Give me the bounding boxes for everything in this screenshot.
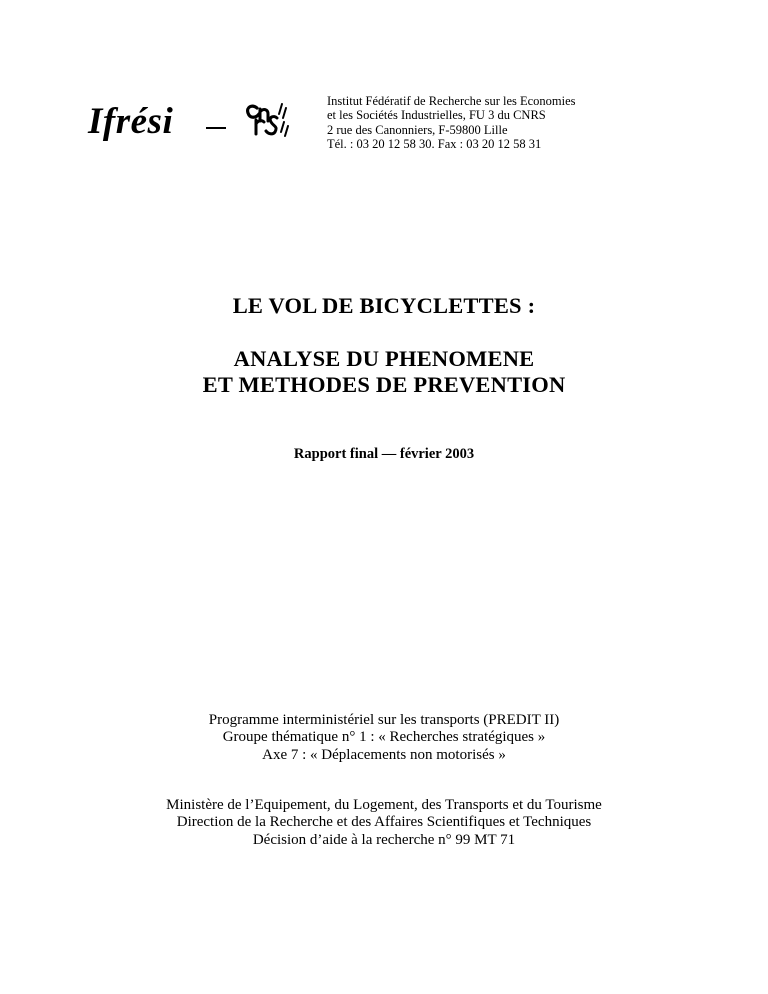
ministere-line: Ministère de l’Equipement, du Logement, des Transports et du Tourisme [166,797,602,813]
programme-line: Groupe thématique n° 1 : « Recherches stratégiques » [222,729,546,746]
programme-line: Programme interministériel sur les transports (PREDIT II) [208,712,560,728]
address-line: Institut Fédératif de Recherche sur les Economies [327,94,576,108]
document-title: LE VOL DE BICYCLETTES : [232,293,536,318]
report-date: Rapport final — février 2003 [293,446,475,462]
ifresi-logo: Ifrési [88,101,174,142]
institute-address [327,94,576,152]
logo-separator [206,127,226,129]
document-subtitle-line-1: ANALYSE DU PHENOMENE [233,346,535,371]
cnrs-logo-icon [244,100,292,142]
programme-block [0,712,768,764]
ministere-block [0,797,768,849]
document-subtitle-line-2: ET METHODES DE PREVENTION [202,372,566,397]
address-line: Tél. : 03 20 12 58 30. Fax : 03 20 12 58 31 [327,137,542,152]
programme-line: Axe 7 : « Déplacements non motorisés » [262,746,506,763]
address-line: 2 rue des Canonniers, F-59800 Lille [327,122,508,137]
ministere-line: Décision d’aide à la recherche n° 99 MT 71 [252,831,516,848]
ministere-line: Direction de la Recherche et des Affaires Scientifiques et Techniques [176,814,592,831]
address-line: et les Sociétés Industrielles, FU 3 du CNRS [327,108,546,123]
